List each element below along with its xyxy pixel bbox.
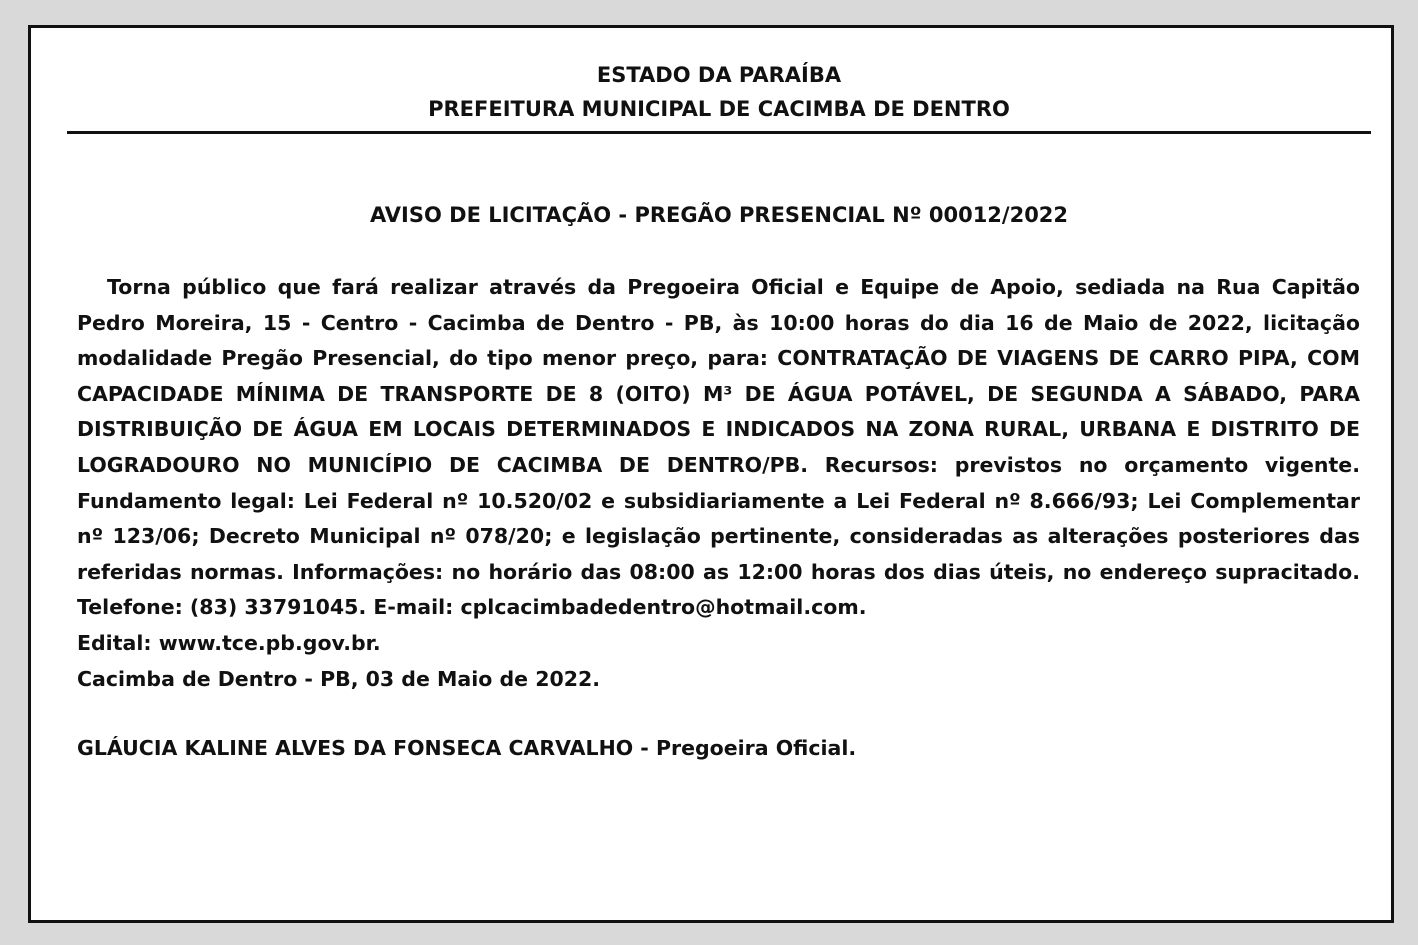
notice-frame [28, 25, 1394, 923]
notice-body [77, 270, 1360, 697]
municipality-name: PREFEITURA MUNICIPAL DE CACIMBA DE DENTRO [428, 97, 1010, 121]
notice-body-text: Torna público que fará realizar através da Pregoeira Oficial e Equipe de Apoio, sediada na Rua Capitão Pedro Moreira, 15 - Centro - Cacimba de Dentro - PB, às 10:00 horas do dia 16 de Maio de 2022, licitação modalidade Pregão Presencial, do tipo menor preço, para: CONTRATAÇÃO DE VIAGENS DE CARRO PIPA, COM CAPACIDADE MÍNIMA DE TRANSPORTE DE 8 (OITO) M³ DE ÁGUA POTÁVEL, DE SEGUNDA A SÁBADO, PARA DISTRIBUIÇÃO DE ÁGUA EM LOCAIS DETERMINADOS E INDICADOS NA ZONA RURAL, URBANA E DISTRITO DE LOGRADOURO NO MUNICÍPIO DE CACIMBA DE DENTRO/PB. Recursos: previstos no orçamento vigente. Fundamento legal: Lei Federal nº 10.520/02 e subsidiariamente a Lei Federal nº 8.666/93; Lei Complementar nº 123/06; Decreto Municipal nº 078/20; e legislação pertinente, consideradas as alterações posteriores das referidas normas. Informações: no horário das 08:00 as 12:00 horas dos dias úteis, no endereço supracitado. Telefone: (83) 33791045. E-mail: cplcacimbadedentro@hotmail.com. [77, 275, 1360, 620]
header-divider [67, 131, 1371, 134]
notice-title: AVISO DE LICITAÇÃO - PREGÃO PRESENCIAL Nº 00012/2022 [369, 203, 1069, 227]
state-name: ESTADO DA PARAÍBA [596, 63, 842, 87]
notice-header [67, 58, 1371, 126]
place-date-line: Cacimba de Dentro - PB, 03 de Maio de 2022. [77, 666, 601, 691]
edital-line: Edital: www.tce.pb.gov.br. [77, 630, 381, 655]
signature-line: GLÁUCIA KALINE ALVES DA FONSECA CARVALHO - Pregoeira Oficial. [77, 736, 857, 760]
